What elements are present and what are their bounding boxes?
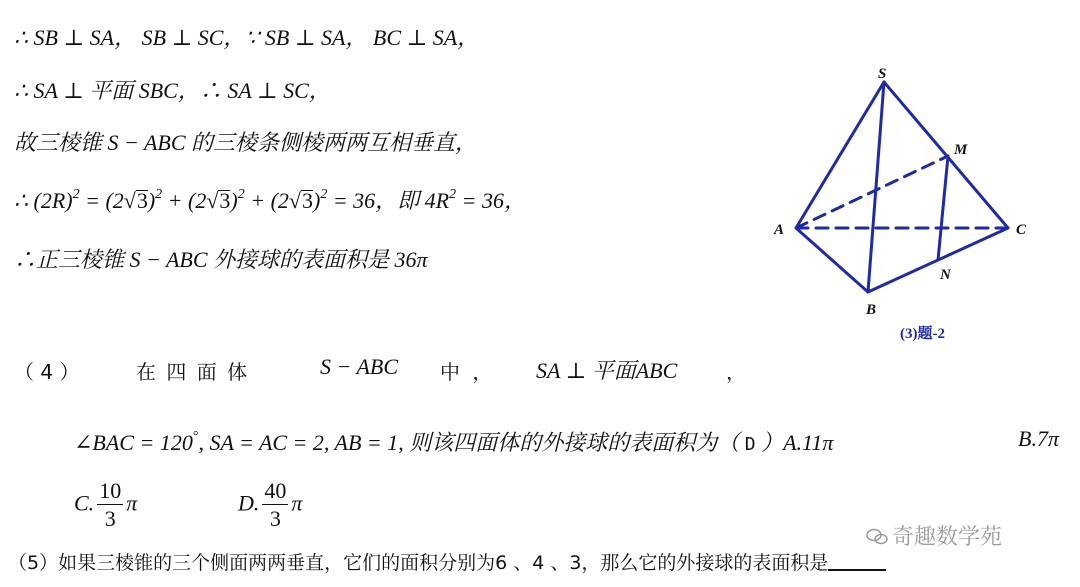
label-A: A [774, 222, 785, 238]
edge-SC [884, 82, 1008, 228]
q4-stem-2: S − ABC [320, 354, 398, 379]
condition-close: ） [761, 430, 784, 455]
wechat-icon [866, 527, 888, 545]
tetrahedron-figure [760, 60, 1050, 350]
eq-lhs: ∴ (2R) [14, 188, 73, 213]
fraction [97, 478, 123, 533]
eq-part: ) [313, 188, 321, 213]
proof-line-3: 故三棱锥 S − ABC 的三棱条侧棱两两互相垂直， [14, 130, 478, 155]
label-C: C [1016, 222, 1027, 238]
option-C [74, 478, 137, 533]
eq-part: + (2 [162, 188, 207, 213]
edge-SB [868, 82, 884, 292]
exponent: 2 [72, 186, 80, 202]
q4-stem-4: SA ⊥ 平面ABC [536, 358, 678, 383]
condition-text: , SA = AC = 2, AB = 1, 则该四面体的外接球的表面积为（ [198, 430, 740, 455]
exponent: 2 [155, 186, 163, 202]
q4-stem-1: 在 四 面 体 [136, 360, 250, 384]
eq-part: = 36，即 4R [327, 188, 450, 213]
label-N: N [940, 267, 951, 283]
degree-sign: ° [192, 428, 199, 444]
option-C-label: C. [74, 490, 95, 516]
option-D-label: D. [238, 490, 260, 516]
denominator: 3 [104, 506, 116, 531]
option-B: B.7π [1018, 426, 1059, 451]
option-D [238, 478, 302, 533]
fraction [262, 478, 288, 533]
q4-stem-3: 中 ， [440, 360, 496, 384]
angle-bac: ∠BAC = 120 [74, 430, 193, 455]
label-M: M [954, 142, 968, 158]
answer-blank [828, 549, 886, 571]
radicand: 3 [136, 188, 148, 213]
eq-part: = 36， [456, 188, 526, 213]
radicand: 3 [302, 188, 313, 213]
exponent: 2 [237, 186, 245, 202]
sqrt-sign: √ [123, 188, 136, 213]
q4-stem-5: ， [726, 360, 746, 384]
segment-MN [938, 156, 948, 260]
q5-stem: （5）如果三棱锥的三个侧面两两垂直，它们的面积分别为6 、4 、3，那么它的外接球的表面积是 [8, 552, 829, 574]
pi-symbol: π [126, 490, 138, 516]
exponent: 2 [320, 186, 328, 202]
watermark [866, 520, 1002, 551]
sqrt-sign: √ [206, 188, 219, 213]
q4-condition [74, 426, 833, 457]
label-S: S [878, 66, 887, 82]
numerator: 10 [99, 478, 122, 503]
exponent: 2 [449, 186, 457, 202]
denominator: 3 [269, 506, 281, 531]
watermark-text: 奇趣数学苑 [892, 525, 1003, 550]
answer-choice: D [744, 434, 756, 455]
eq-part: ) [147, 188, 156, 213]
eq-part: ) [230, 188, 238, 213]
proof-line-4 [14, 184, 526, 215]
edge-AB [796, 228, 868, 292]
numerator: 40 [264, 478, 287, 503]
pi-symbol: π [291, 490, 303, 516]
figure-caption: (3)题-2 [900, 326, 945, 342]
label-B: B [866, 302, 877, 318]
q4-number: （ 4 ） [14, 360, 80, 384]
q5-text [8, 548, 886, 575]
eq-part: = (2 [79, 188, 124, 213]
proof-line-1: ∴ SB ⊥ SA， SB ⊥ SC，∵ SB ⊥ SA， BC ⊥ SA， [14, 25, 480, 50]
radicand: 3 [219, 188, 231, 213]
proof-line-2: ∴ SA ⊥ 平面 SBC，∴ SA ⊥ SC， [14, 78, 331, 103]
option-A: A.11π [783, 430, 834, 455]
sqrt-sign: √ [288, 188, 301, 213]
proof-line-5: ∴正三棱锥 S − ABC 外接球的表面积是 36π [14, 247, 428, 272]
eq-part: + (2 [244, 188, 289, 213]
